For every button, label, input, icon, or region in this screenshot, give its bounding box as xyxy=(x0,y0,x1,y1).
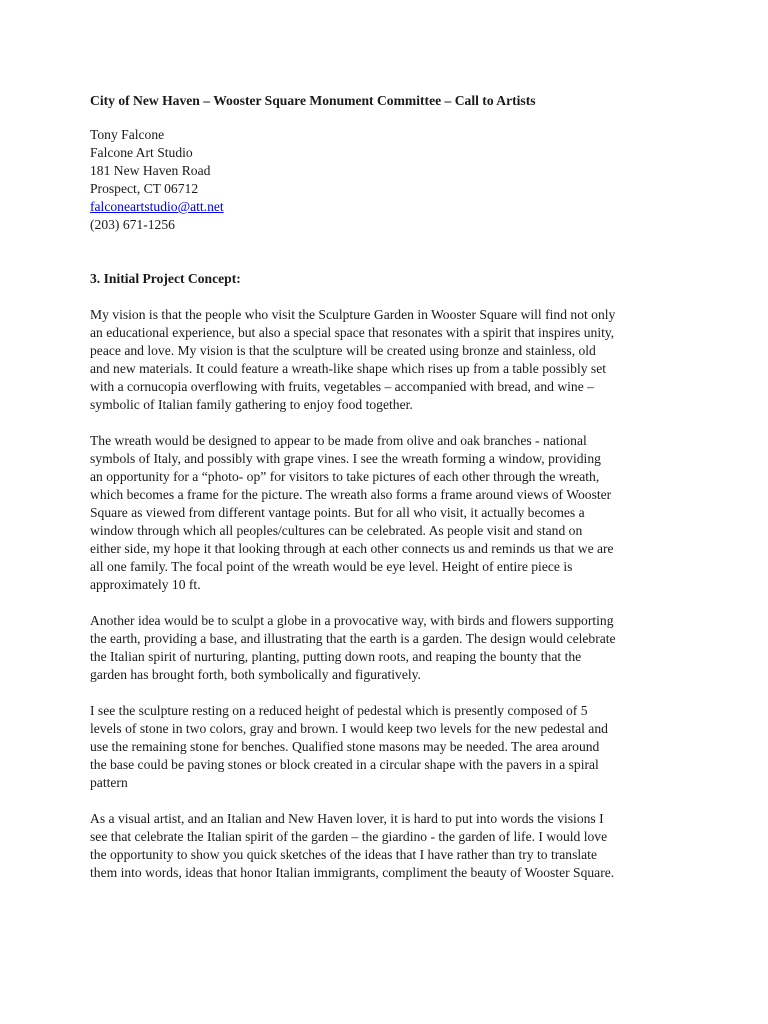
contact-block xyxy=(90,126,678,234)
paragraph xyxy=(90,612,678,684)
paragraph-line: garden has brought forth, both symbolically and figuratively. xyxy=(90,667,421,682)
paragraph-line: I see the sculpture resting on a reduced height of pedestal which is presently composed of 5 xyxy=(90,703,588,718)
paragraph-line: pattern xyxy=(90,775,128,790)
paragraph-line: approximately 10 ft. xyxy=(90,577,201,592)
contact-studio: Falcone Art Studio xyxy=(90,145,193,160)
paragraph xyxy=(90,432,678,594)
contact-email-link[interactable]: falconeartstudio@att.net xyxy=(90,199,224,214)
paragraph-line: them into words, ideas that honor Italian immigrants, compliment the beauty of Wooster Square. xyxy=(90,865,615,880)
paragraph xyxy=(90,810,678,882)
paragraph-line: and new materials. It could feature a wreath-like shape which rises up from a table possibly set xyxy=(90,361,607,376)
paragraph-line: an educational experience, but also a special space that resonates with a spirit that inspires unity, xyxy=(90,325,615,340)
contact-city: Prospect, CT 06712 xyxy=(90,181,199,196)
section-heading: 3. Initial Project Concept: xyxy=(90,271,241,286)
contact-name: Tony Falcone xyxy=(90,127,165,142)
paragraph-line: see that celebrate the Italian spirit of the garden – the giardino - the garden of life. I would love xyxy=(90,829,608,844)
paragraph-line: an opportunity for a “photo- op” for visitors to take pictures of each other through the wreath, xyxy=(90,469,600,484)
paragraph-line: Another idea would be to sculpt a globe in a provocative way, with birds and flowers supporting xyxy=(90,613,614,628)
paragraph-line: the earth, providing a base, and illustrating that the earth is a garden. The design would celebrate xyxy=(90,631,616,646)
paragraph-line: As a visual artist, and an Italian and New Haven lover, it is hard to put into words the visions I xyxy=(90,811,604,826)
paragraph-line: symbolic of Italian family gathering to enjoy food together. xyxy=(90,397,413,412)
paragraph-line: which becomes a frame for the picture. The wreath also forms a frame around views of Wooster xyxy=(90,487,612,502)
paragraph xyxy=(90,306,678,414)
paragraph-line: symbols of Italy, and possibly with grape vines. I see the wreath forming a window, providing xyxy=(90,451,601,466)
paragraph-line: the opportunity to show you quick sketches of the ideas that I have rather than try to translate xyxy=(90,847,597,862)
paragraph-line: the base could be paving stones or block created in a circular shape with the pavers in a spiral xyxy=(90,757,599,772)
paragraph-line: all one family. The focal point of the wreath would be eye level. Height of entire piece is xyxy=(90,559,573,574)
document-page xyxy=(90,92,678,900)
paragraph-line: My vision is that the people who visit the Sculpture Garden in Wooster Square will find not only xyxy=(90,307,616,322)
document-title: City of New Haven – Wooster Square Monument Committee – Call to Artists xyxy=(90,93,536,108)
paragraph-line: the Italian spirit of nurturing, planting, putting down roots, and reaping the bounty that the xyxy=(90,649,582,664)
contact-street: 181 New Haven Road xyxy=(90,163,211,178)
paragraph-line: levels of stone in two colors, gray and brown. I would keep two levels for the new pedestal and xyxy=(90,721,608,736)
paragraph xyxy=(90,702,678,792)
contact-phone: (203) 671-1256 xyxy=(90,217,175,232)
body-text xyxy=(90,306,678,882)
paragraph-line: peace and love. My vision is that the sculpture will be created using bronze and stainless, old xyxy=(90,343,596,358)
paragraph-line: with a cornucopia overflowing with fruits, vegetables – accompanied with bread, and wine – xyxy=(90,379,594,394)
paragraph-line: Square as viewed from different vantage points. But for all who visit, it actually becomes a xyxy=(90,505,585,520)
paragraph-line: window through which all peoples/cultures can be celebrated. As people visit and stand on xyxy=(90,523,583,538)
paragraph-line: use the remaining stone for benches. Qualified stone masons may be needed. The area around xyxy=(90,739,600,754)
paragraph-line: either side, my hope it that looking through at each other connects us and reminds us that we are xyxy=(90,541,614,556)
paragraph-line: The wreath would be designed to appear to be made from olive and oak branches - national xyxy=(90,433,587,448)
